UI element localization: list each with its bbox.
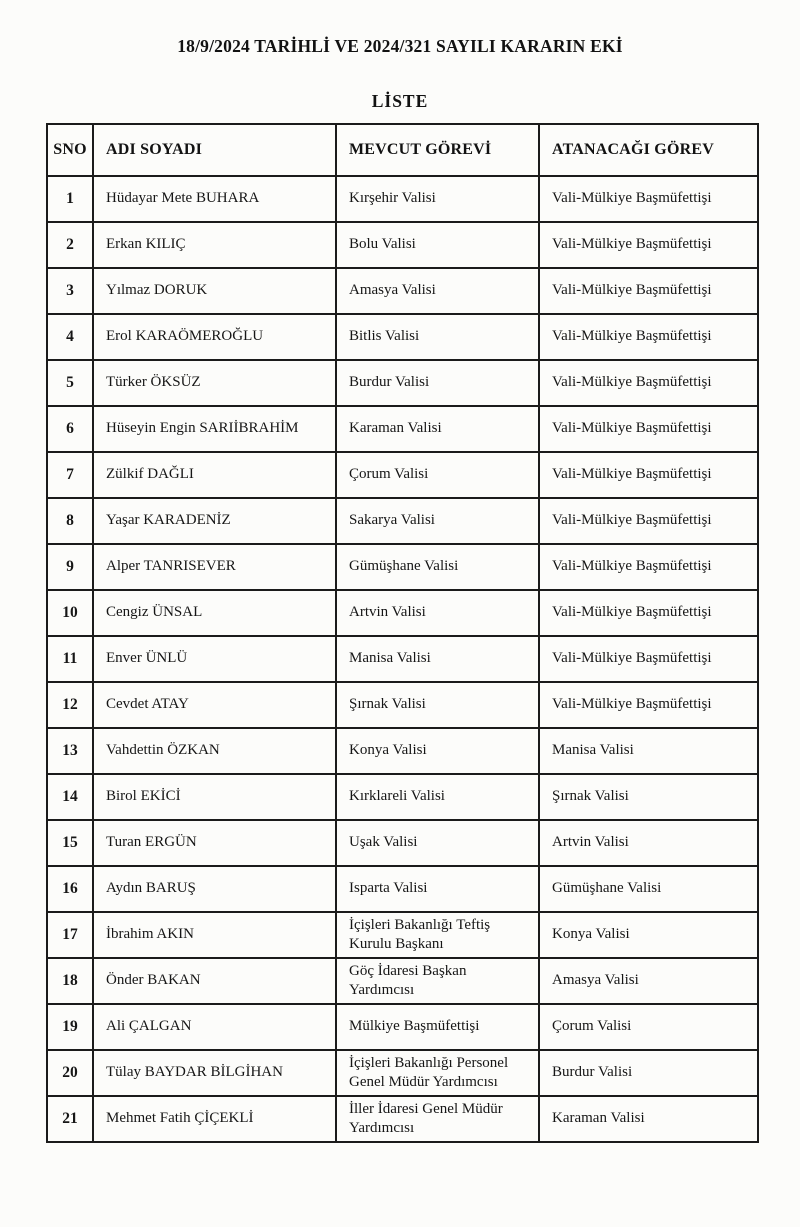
- assigned-duty-cell: Amasya Valisi: [539, 958, 758, 1004]
- name-cell: Hüseyin Engin SARIİBRAHİM: [93, 406, 336, 452]
- row-number-cell: 9: [47, 544, 93, 590]
- current-duty-cell: Karaman Valisi: [336, 406, 539, 452]
- current-duty-cell: Şırnak Valisi: [336, 682, 539, 728]
- name-cell: Birol EKİCİ: [93, 774, 336, 820]
- table-row: [47, 406, 758, 452]
- current-duty-cell: Manisa Valisi: [336, 636, 539, 682]
- assigned-duty-cell: Vali-Mülkiye Başmüfettişi: [539, 360, 758, 406]
- row-number-cell: 2: [47, 222, 93, 268]
- table-row: [47, 820, 758, 866]
- assigned-duty-cell: Manisa Valisi: [539, 728, 758, 774]
- row-number-cell: 19: [47, 1004, 93, 1050]
- name-cell: Erkan KILIÇ: [93, 222, 336, 268]
- table-row: [47, 774, 758, 820]
- current-duty-cell: İçişleri Bakanlığı Teftiş Kurulu Başkanı: [336, 912, 539, 958]
- table-row: [47, 682, 758, 728]
- name-cell: Mehmet Fatih ÇİÇEKLİ: [93, 1096, 336, 1142]
- name-cell: İbrahim AKIN: [93, 912, 336, 958]
- current-duty-cell: Bitlis Valisi: [336, 314, 539, 360]
- document-subtitle: LİSTE: [371, 91, 429, 111]
- column-header-current-duty: MEVCUT GÖREVİ: [336, 124, 539, 176]
- assigned-duty-cell: Karaman Valisi: [539, 1096, 758, 1142]
- assigned-duty-cell: Vali-Mülkiye Başmüfettişi: [539, 544, 758, 590]
- current-duty-cell: Amasya Valisi: [336, 268, 539, 314]
- row-number-cell: 5: [47, 360, 93, 406]
- current-duty-cell: Uşak Valisi: [336, 820, 539, 866]
- table-row: [47, 314, 758, 360]
- name-cell: Cevdet ATAY: [93, 682, 336, 728]
- assigned-duty-cell: Vali-Mülkiye Başmüfettişi: [539, 636, 758, 682]
- table-row: [47, 222, 758, 268]
- table-row: [47, 728, 758, 774]
- row-number-cell: 15: [47, 820, 93, 866]
- name-cell: Cengiz ÜNSAL: [93, 590, 336, 636]
- table-header-row: [47, 124, 758, 176]
- assigned-duty-cell: Çorum Valisi: [539, 1004, 758, 1050]
- assigned-duty-cell: Vali-Mülkiye Başmüfettişi: [539, 406, 758, 452]
- table-row: [47, 958, 758, 1004]
- column-header-name: ADI SOYADI: [93, 124, 336, 176]
- row-number-cell: 1: [47, 176, 93, 222]
- table-body: [47, 176, 758, 1142]
- appointments-table: [46, 123, 759, 1143]
- assigned-duty-cell: Vali-Mülkiye Başmüfettişi: [539, 314, 758, 360]
- row-number-cell: 3: [47, 268, 93, 314]
- name-cell: Alper TANRISEVER: [93, 544, 336, 590]
- current-duty-cell: Artvin Valisi: [336, 590, 539, 636]
- name-cell: Ali ÇALGAN: [93, 1004, 336, 1050]
- table-row: [47, 360, 758, 406]
- row-number-cell: 16: [47, 866, 93, 912]
- table-row: [47, 1050, 758, 1096]
- table-row: [47, 176, 758, 222]
- column-header-sno: SNO: [47, 124, 93, 176]
- document-title: 18/9/2024 TARİHLİ VE 2024/321 SAYILI KARARIN EKİ: [177, 36, 623, 56]
- name-cell: Aydın BARUŞ: [93, 866, 336, 912]
- row-number-cell: 12: [47, 682, 93, 728]
- assigned-duty-cell: Konya Valisi: [539, 912, 758, 958]
- name-cell: Erol KARAÖMEROĞLU: [93, 314, 336, 360]
- current-duty-cell: Sakarya Valisi: [336, 498, 539, 544]
- table-row: [47, 590, 758, 636]
- name-cell: Vahdettin ÖZKAN: [93, 728, 336, 774]
- row-number-cell: 14: [47, 774, 93, 820]
- row-number-cell: 7: [47, 452, 93, 498]
- row-number-cell: 17: [47, 912, 93, 958]
- table-row: [47, 636, 758, 682]
- row-number-cell: 13: [47, 728, 93, 774]
- current-duty-cell: Konya Valisi: [336, 728, 539, 774]
- table-row: [47, 1096, 758, 1142]
- current-duty-cell: Kırklareli Valisi: [336, 774, 539, 820]
- name-cell: Yılmaz DORUK: [93, 268, 336, 314]
- current-duty-cell: Çorum Valisi: [336, 452, 539, 498]
- table-row: [47, 866, 758, 912]
- name-cell: Hüdayar Mete BUHARA: [93, 176, 336, 222]
- current-duty-cell: İller İdaresi Genel Müdür Yardımcısı: [336, 1096, 539, 1142]
- table-row: [47, 544, 758, 590]
- current-duty-cell: Gümüşhane Valisi: [336, 544, 539, 590]
- assigned-duty-cell: Vali-Mülkiye Başmüfettişi: [539, 222, 758, 268]
- name-cell: Türker ÖKSÜZ: [93, 360, 336, 406]
- table-row: [47, 268, 758, 314]
- row-number-cell: 8: [47, 498, 93, 544]
- assigned-duty-cell: Vali-Mülkiye Başmüfettişi: [539, 452, 758, 498]
- row-number-cell: 4: [47, 314, 93, 360]
- row-number-cell: 11: [47, 636, 93, 682]
- name-cell: Yaşar KARADENİZ: [93, 498, 336, 544]
- assigned-duty-cell: Vali-Mülkiye Başmüfettişi: [539, 682, 758, 728]
- assigned-duty-cell: Vali-Mülkiye Başmüfettişi: [539, 498, 758, 544]
- current-duty-cell: Kırşehir Valisi: [336, 176, 539, 222]
- current-duty-cell: İçişleri Bakanlığı Personel Genel Müdür Yardımcısı: [336, 1050, 539, 1096]
- assigned-duty-cell: Burdur Valisi: [539, 1050, 758, 1096]
- row-number-cell: 20: [47, 1050, 93, 1096]
- table-row: [47, 498, 758, 544]
- current-duty-cell: Göç İdaresi Başkan Yardımcısı: [336, 958, 539, 1004]
- name-cell: Önder BAKAN: [93, 958, 336, 1004]
- assigned-duty-cell: Vali-Mülkiye Başmüfettişi: [539, 590, 758, 636]
- table-row: [47, 1004, 758, 1050]
- current-duty-cell: Burdur Valisi: [336, 360, 539, 406]
- name-cell: Tülay BAYDAR BİLGİHAN: [93, 1050, 336, 1096]
- row-number-cell: 6: [47, 406, 93, 452]
- name-cell: Turan ERGÜN: [93, 820, 336, 866]
- current-duty-cell: Isparta Valisi: [336, 866, 539, 912]
- row-number-cell: 18: [47, 958, 93, 1004]
- name-cell: Enver ÜNLÜ: [93, 636, 336, 682]
- row-number-cell: 10: [47, 590, 93, 636]
- current-duty-cell: Mülkiye Başmüfettişi: [336, 1004, 539, 1050]
- table-row: [47, 912, 758, 958]
- assigned-duty-cell: Artvin Valisi: [539, 820, 758, 866]
- name-cell: Zülkif DAĞLI: [93, 452, 336, 498]
- assigned-duty-cell: Vali-Mülkiye Başmüfettişi: [539, 176, 758, 222]
- assigned-duty-cell: Vali-Mülkiye Başmüfettişi: [539, 268, 758, 314]
- current-duty-cell: Bolu Valisi: [336, 222, 539, 268]
- column-header-assigned-duty: ATANACAĞI GÖREV: [539, 124, 758, 176]
- table-row: [47, 452, 758, 498]
- assigned-duty-cell: Gümüşhane Valisi: [539, 866, 758, 912]
- assigned-duty-cell: Şırnak Valisi: [539, 774, 758, 820]
- row-number-cell: 21: [47, 1096, 93, 1142]
